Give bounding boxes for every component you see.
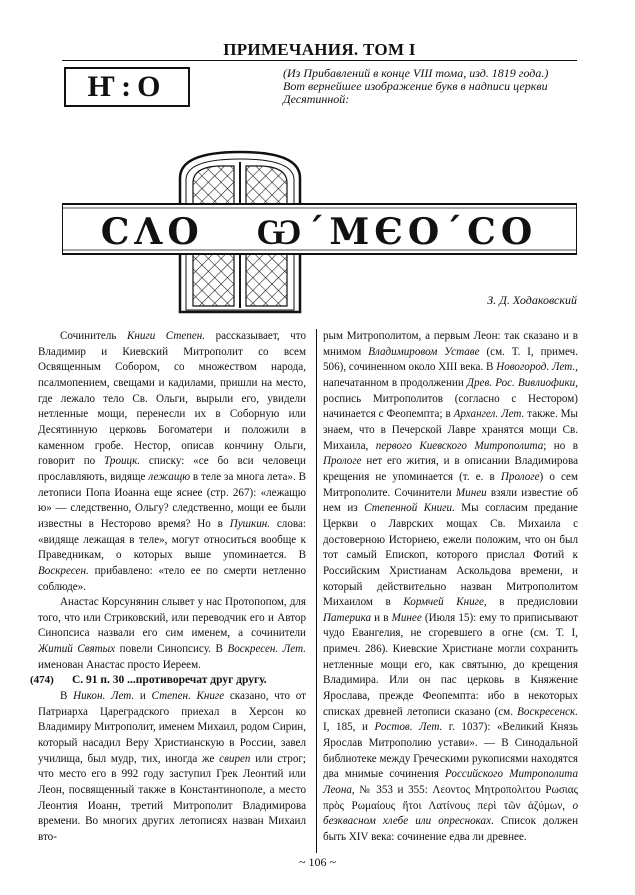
body-text: в теле за многа лета». В летописи Попа Иоанна еще яснее (стр. 267): «лежащю ю» — следственно, Ольгу? следственно, мощи ее были известны в Несторово время? Но в [38, 470, 306, 530]
column-divider [316, 329, 317, 853]
citation-text: Новогород. Лет. [496, 361, 576, 374]
body-text: I, 185, и [323, 721, 375, 734]
citation-text: Книги Степен. [126, 330, 206, 342]
citation-text: Пушкин. [229, 517, 271, 530]
body-text: . Мы согласим предание Церкви о Лаврских мощах Св. Михаила с достоверною Историею, ежели положим, что он был тот самый Епископ, которого прислал Фотий к Российским Христианам Аскольдова времени, и который действительно назван Митрополитом Михаилом в [323, 502, 578, 609]
body-text: Сочинитель [60, 330, 127, 342]
citation-text: первого Киевского Митрополита [375, 439, 544, 452]
paragraph [38, 329, 306, 595]
left-column [30, 329, 307, 846]
body-text: взяли известие об нем из [323, 486, 578, 515]
citation-text: Степенной Книги [364, 502, 453, 515]
citation-text: Древ. Рос. Вивлиофики [466, 376, 576, 389]
citation-text: Кормчей Книге [403, 596, 484, 609]
body-text: , напечатанном в продолжении [323, 361, 579, 389]
citation-text: Степен. Книге [151, 690, 225, 703]
body-text: , в предисловии [483, 596, 578, 609]
body-text: . Список должен быть XIV века: сочинение едва ли древнее. [323, 815, 579, 843]
inscription-figure [62, 150, 577, 315]
note-heading-474 [30, 673, 306, 689]
body-text: ) о сем Митрополите. Сочинители [323, 470, 578, 499]
paragraph [38, 689, 306, 846]
page-title: ПРИМЕЧАНИЯ. ТОМ I [223, 40, 416, 59]
paragraph [323, 329, 578, 846]
citation-text: свиреп [219, 752, 251, 765]
body-text: и [134, 690, 152, 703]
citation-text: Прологе [500, 470, 540, 483]
page-number: ~ 106 ~ [299, 855, 336, 869]
body-text: , № 353 и 355: Λεοντος Μητροπολιτου Ρωσιας πρὸς Ρωμαίους ἤτοι Λατίνους περὶ τῶν ἀζύμων, [323, 784, 578, 812]
handwriting-sample: Ҥ:О [64, 67, 190, 107]
citation-text: Владимировом Уставе [368, 345, 480, 358]
body-text: или строг; что место его в 992 году заступил Грек Леонтий или Леон, посвященный также в Константинополе, а место Леонтия Иоанн, третий Митрополит Владимирова времени. Во многих других летописях назван Михаил вто- [38, 752, 306, 843]
citation-text: Ростов. Лет. [374, 721, 443, 734]
paragraph [38, 595, 306, 673]
body-text: г. 1037): «Великий Князь Ярослав Митрополию устави». — В Синодальной библиотеке между Греческими рукописями находятся два мнимые сочинения [323, 721, 578, 781]
citation-text: о безквасном хлебе или опресноках [323, 799, 578, 828]
body-text: , роспись Митрополитов (согласно с Нестором) начинается с Феопемпта; в [323, 376, 578, 421]
body-text: ; но в [543, 439, 578, 452]
citation-text: Воскресен. [38, 564, 89, 577]
citation-text: Прологе [323, 455, 362, 468]
caption-line-1: (Из Прибавлений в конце VIII тома, изд. 1819 года.) [283, 66, 549, 80]
body-text: повели Синопсису. В [115, 643, 228, 656]
body-text: (см. Т. I, примеч. 506), сочиненном около XIII века. В [323, 345, 579, 374]
body-text: рассказывает, что Владимир и Киевский Митрополит со всем Освященным Собором, со множеством народа, псалмопением, свещами и кадилами, пришли на место, где лежало тело Св. Ольги, вырыли его, увидели нетленные мощи, перенесли их в Соборную или Десятинную церковь Богоматери и положили в каменном гробе. Нестор, описав кончину Ольги, говорит по [38, 330, 306, 468]
body-text: Анастас Корсунянин слывет у нас Протопопом, для того, что или Стриковский, или переводчик его и Автор Синопсиса назвали его сим именем, а сочинители [38, 596, 306, 640]
body-text: прибавлено: «тело ее по смерти нетленно соблюде». [38, 564, 306, 593]
body-text: сказано, что от Патриарха Цареградского приехал в Херсон ко Владимиру Митрополит, именем Михаил, родом Сирин, который насадил Веру Христианскую в России, завел училища, был мудр, тих, иногда же [38, 690, 307, 765]
body-text: рым Митрополитом, а первым Леон: так сказано и в мнимом [323, 330, 578, 358]
note-heading-text: С. 91 п. 30 ...противоречат друг другу. [72, 674, 267, 687]
caption-line-2: Вот вернейшее изображение букв в надписи церкви Десятинной: [283, 79, 548, 106]
figure-caption [283, 67, 578, 106]
citation-text: Житий Святых [38, 643, 116, 656]
citation-text: лежащю [148, 470, 191, 483]
body-text: именован Анастас просто Иереем. [38, 658, 201, 671]
body-text: списку: «се бо вси человеци прославляють, видяще [38, 455, 306, 483]
citation-text: Минее [391, 611, 422, 624]
body-text: В [60, 690, 74, 703]
note-number: (474) [30, 674, 54, 687]
citation-text: Российского Митрополита Леона [323, 768, 578, 797]
citation-text: Воскресенск. [517, 705, 578, 718]
citation-text: Никон. Лет. [73, 690, 135, 703]
citation-text: Патерика [323, 611, 372, 624]
citation-text: Воскресен. Лет. [227, 643, 307, 656]
citation-text: Минеи [455, 486, 487, 499]
right-column [323, 329, 578, 846]
body-text: нет его жития, и в описании Владимирова крещения не упоминается (т. е. в [323, 455, 578, 483]
inscription-text: СΛО Ѡ´ΜЄО´СО [100, 211, 538, 253]
body-text: и в [371, 611, 392, 624]
citation-text: Архангел. Лет. [453, 408, 525, 421]
header-rule [62, 60, 577, 61]
citation-text: Троицк. [104, 455, 141, 468]
signature: З. Д. Ходаковский [487, 293, 577, 307]
body-text: слова: «видяще лежащая в теле», могут относиться вообще к Праведникам, о которых выше упоминается. В [38, 517, 306, 562]
body-text: (Июля 15): ему то приписывают чудо Евангелия, не сгоревшего в огне (см. Т. I, примеч. 286). Киевские Христиане могли сохранить нетленные мощи его, как святыню, до крещения Владимира. Или он пас церковь в Княжение Ярослава, прежде Феопемпта: ибо в некоторых списках древней летописи сказано (см. [323, 611, 578, 718]
body-text: также. Мы знаем, что в Печерской Лавре хранятся мощи Св. Михаила, [323, 408, 578, 452]
